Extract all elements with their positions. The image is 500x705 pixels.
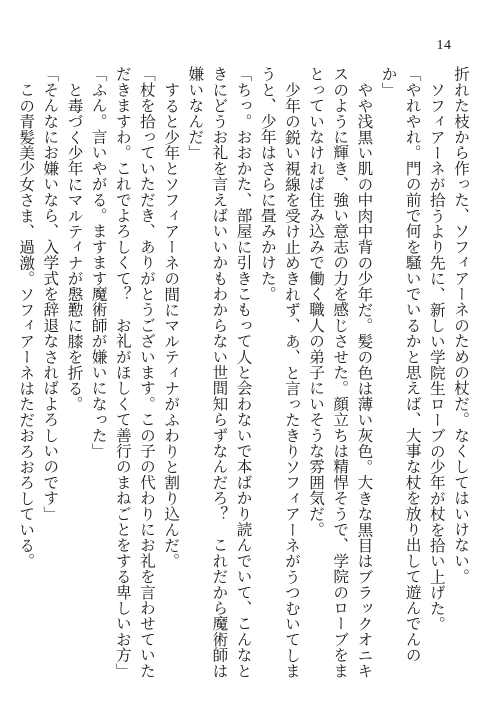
text-line: すると少年とソフィアーネの間にマルティナがふわりと割り込んだ。 — [162, 81, 181, 569]
text-line: この青髪美少女さま、過激。ソフィアーネはただおろおろしている。 — [17, 81, 36, 569]
text-line: 「ちっ。おおかた、部屋に引きこもって人と会わないで本ばかり読んでいて、こんなときにどうお礼を言えばいいかもわからない世間知らずなんだろ？ これだから魔術師は嫌いなんだ」 — [186, 66, 253, 679]
text-line: 「ふん。言いやがる。ますます魔術師が嫌いになった」 — [89, 66, 108, 459]
text-line: 「杖を拾っていただき、ありがとうございます。この子の代わりにお礼を言わせていただきますわ。これでよろしくて？ お礼がほしくて善行のまねごとをする卑しいお方」 — [113, 66, 156, 679]
text-line: 「そんなにお嫌いなら、入学式を辞退なさればよろしいのです」 — [41, 66, 60, 522]
text-line: やや浅黒い肌の中肉中背の少年だ。髪の色は薄い灰色。大きな黒目はブラックオニキスのように輝き、強い意志の力を感じさせた。顔立ちは精悍そうで、学院のローブをまとっていなければ住み込みで働く職人の弟子にいそうな雰囲気だ。 — [307, 66, 374, 679]
text-line: 少年の鋭い視線を受け止めきれず、あ、と言ったきりソフィアーネがうつむいてしまうと、少年はさらに畳みかけた。 — [258, 66, 301, 679]
vertical-text-body — [17, 66, 473, 686]
text-line: 「やれやれ。門の前で何を騒いでいるかと思えば、大事な杖を放り出して遊んでんのか」 — [379, 66, 422, 663]
text-line: 折れた枝から作った、ソフィアーネのための杖だ。なくしてはいけない。 — [452, 66, 470, 585]
page-number: 14 — [436, 38, 452, 53]
text-line: と毒づく少年にマルティナが慇懃に膝を折る。 — [65, 81, 84, 412]
text-line: ソフィアーネが拾うより先に、新しい学院生ローブの少年が杖を拾い上げた。 — [427, 81, 446, 632]
